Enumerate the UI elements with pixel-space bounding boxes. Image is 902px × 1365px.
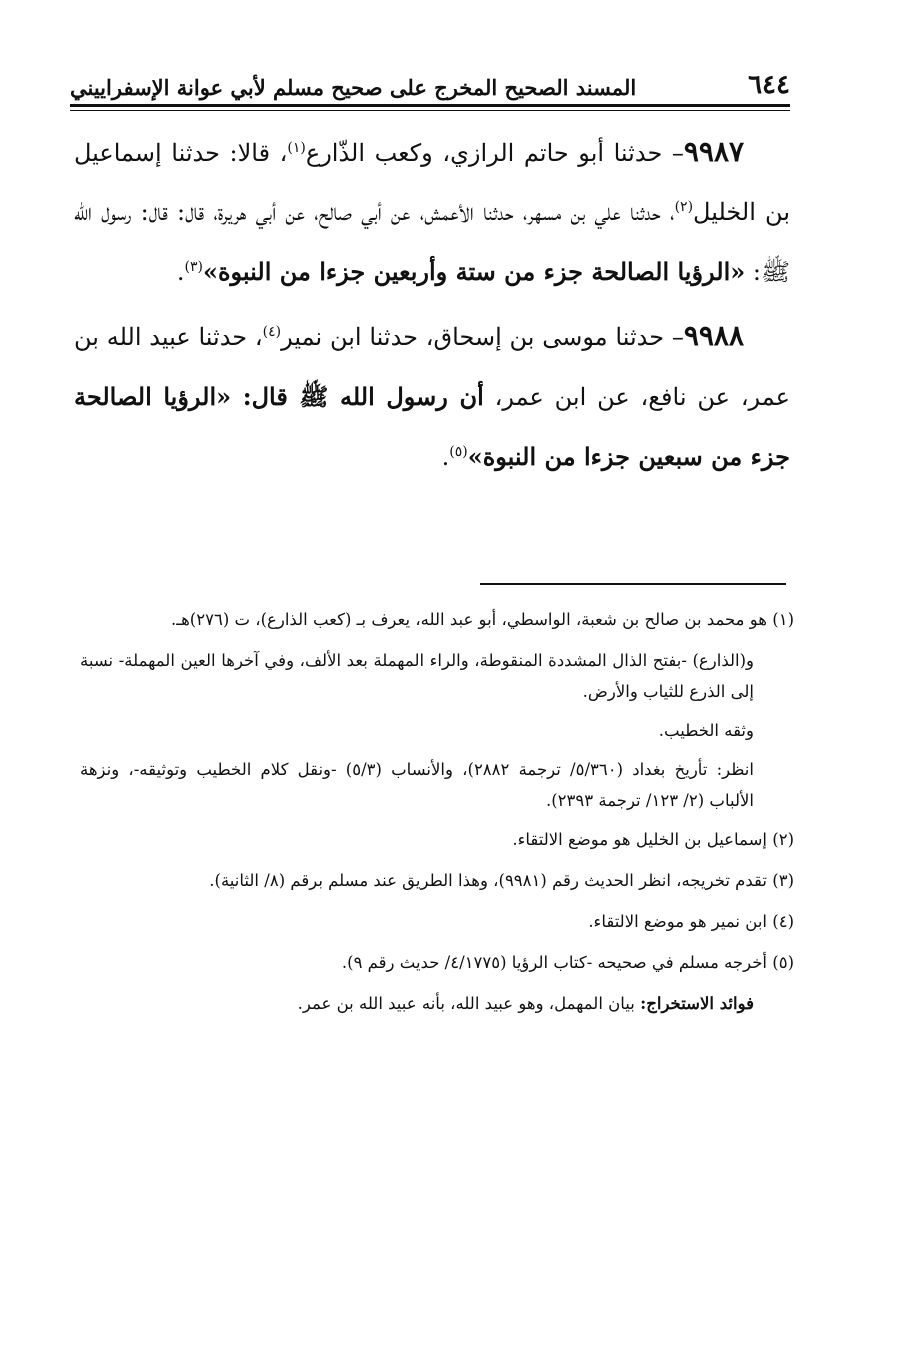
hadith-matn: «الرؤيا الصالحة جزء من ستة وأربعين جزءا من النبوة» (202, 257, 746, 286)
page-header (70, 64, 790, 100)
footnote-3: (٣) تقدم تخريجه، انظر الحديث رقم (٩٩٨١)، وهذا الطريق عند مسلم برقم (٨/ الثانية). (209, 871, 794, 890)
hadith-text: ، حدثنا عبيد الله بن عمر، عن نافع، عن ابن عمر، (74, 323, 790, 411)
fawaid-label: فوائد الاستخراج: (640, 994, 754, 1013)
footnote-2: (٢) إسماعيل بن الخليل هو موضع الالتقاء. (512, 830, 794, 849)
hadith-9988 (74, 306, 790, 487)
hadith-9987 (74, 122, 790, 302)
footnote-1-cont: و(الذارع) -بفتح الذال المشددة المنقوطة، والراء المهملة بعد الألف، وفي آخرها العين المهملة- نسبة إلى الذرع للثياب والأرض. (80, 651, 754, 701)
hadith-end: . (176, 258, 185, 286)
footnote-1-cont: انظر: تأريخ بغداد (٥/٣٦٠/ ترجمة ٢٨٨٢)، والأنساب (٥/٣) -ونقل كلام الخطيب وتوثيقه-، ونزهة الألباب (٢/ ١٢٣/ ترجمة ٢٣٩٣). (80, 760, 754, 810)
footnote-ref: (٢) (674, 199, 694, 215)
footnote-ref: (٤) (262, 324, 282, 340)
fawaid-note (80, 988, 794, 1019)
footnotes (80, 604, 794, 1029)
page-number: ٦٤٤ (748, 70, 790, 100)
hadith-number: ٩٩٨٨ (683, 319, 744, 352)
hadith-text: – حدثنا موسى بن إسحاق، حدثنا ابن نمير (281, 323, 684, 351)
main-text (74, 122, 790, 487)
hadith-text: ، قالا: حدثنا إسماعيل بن الخليل (74, 139, 791, 226)
hadith-text: – حدثنا أبو حاتم الرازي، وكعب الذّارع (305, 139, 684, 167)
footnote-ref: (٥) (449, 444, 468, 460)
running-title: المسند الصحيح المخرج على صحيح مسلم لأبي عوانة الإسفراييني (70, 75, 637, 100)
footnote-5: (٥) أخرجه مسلم في صحيحه -كتاب الرؤيا (٤/١٧٧٥/ حديث رقم ٩). (341, 953, 794, 972)
footnote-separator (480, 583, 786, 585)
hadith-matn: أن رسول الله ﷺ قال: «الرؤيا الصالحة جزء من سبعين جزءا من النبوة» (74, 382, 790, 471)
footnote-4: (٤) ابن نمير هو موضع الالتقاء. (588, 912, 794, 931)
fawaid-text: بيان المهمل، وهو عبيد الله، بأنه عبيد الله بن عمر. (297, 994, 641, 1013)
hadith-number: ٩٩٨٧ (683, 135, 745, 168)
hadith-text: ، حدثنا علي بن مسهر، حدثنا الأعمش، عن أبي صالح، عن أبي هريرة، قال: قال: رسول الله ﷺ: (74, 198, 790, 286)
hadith-end: . (441, 443, 450, 471)
header-rule-thin (70, 110, 790, 111)
header-rule-thick (70, 104, 790, 107)
footnote-1: (١) هو محمد بن صالح بن شعبة، الواسطي، أبو عبد الله، يعرف بـ (كعب الذارع)، ت (٢٧٦)هـ. (171, 610, 794, 629)
footnote-ref: (٣) (184, 259, 203, 275)
footnote-1-cont: وثقه الخطيب. (658, 721, 754, 740)
footnote-ref: (١) (287, 140, 306, 156)
